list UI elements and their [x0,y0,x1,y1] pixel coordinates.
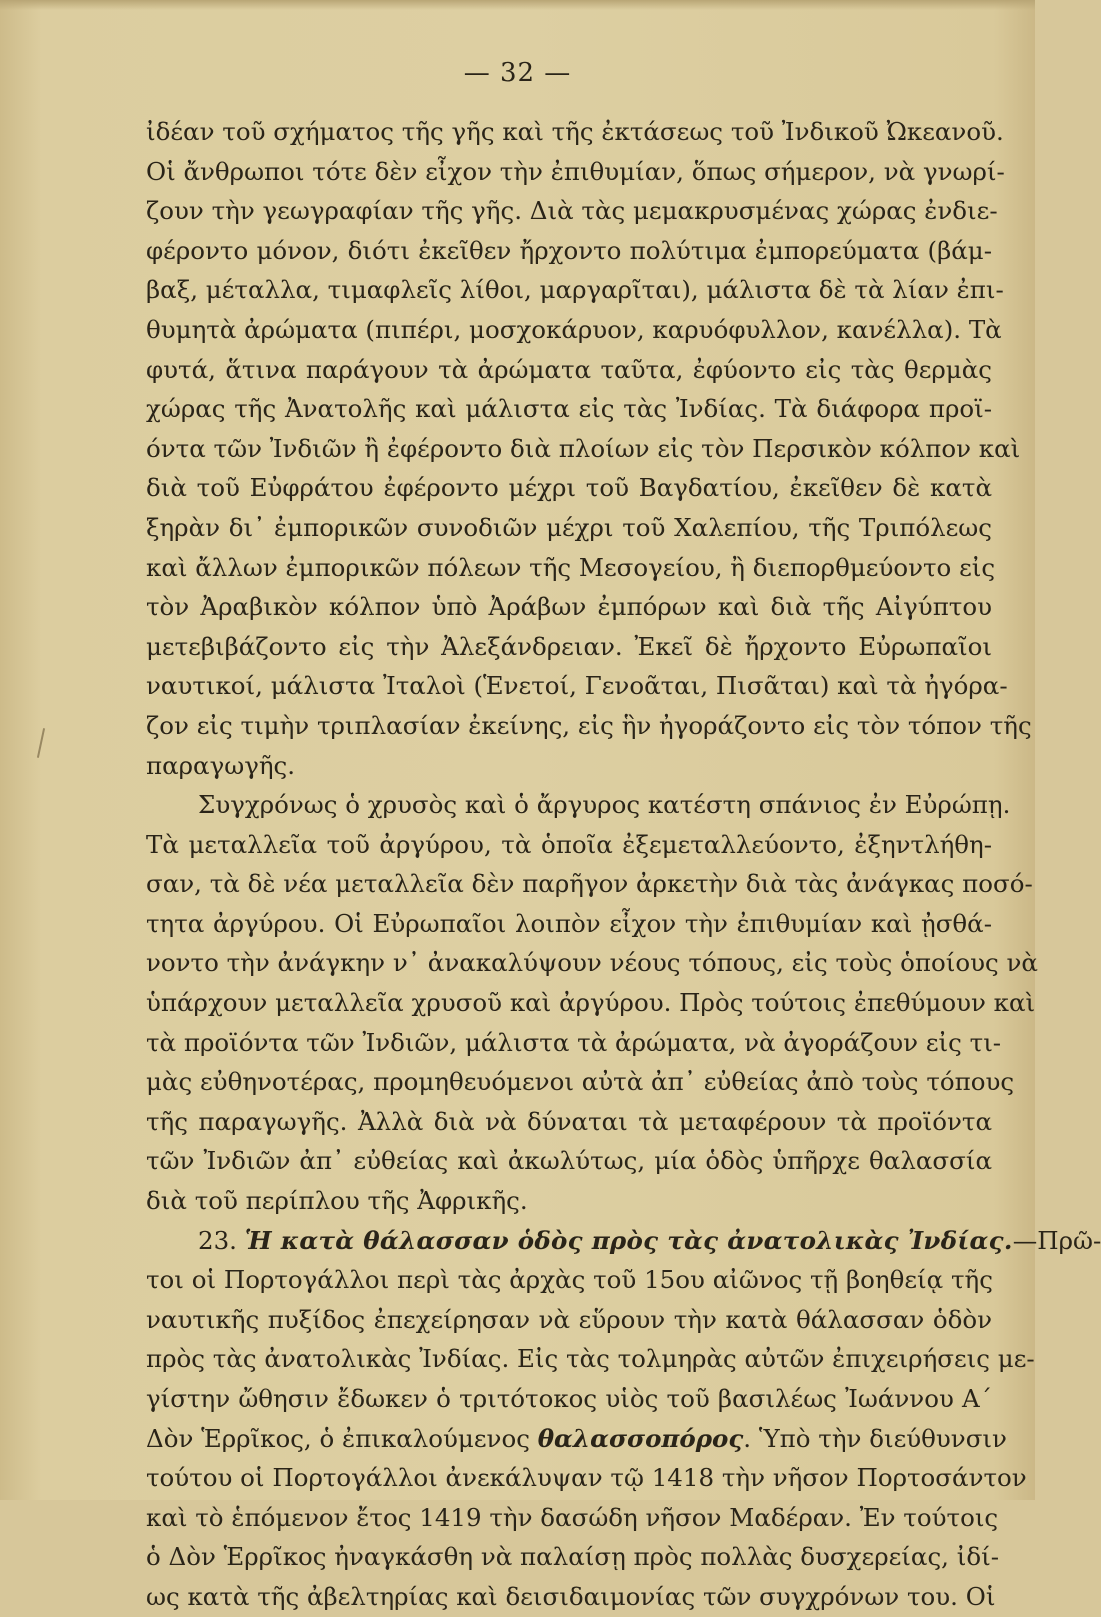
section-number: 23. [198,1225,237,1255]
text-line: νοντο τὴν ἀνάγκην ν᾽ ἀνακαλύψουν νέους τόπους, εἰς τοὺς ὁποίους νὰ [146,948,1038,978]
text-line [146,1419,1007,1459]
text-line: όντα τῶν Ἰνδιῶν ἢ ἐφέροντο διὰ πλοίων εἰς τὸν Περσικὸν κόλπον καὶ [146,433,1021,463]
text-line: ναυτικοί, μάλιστα Ἰταλοὶ (Ἑνετοί, Γενοᾶται, Πισᾶται) καὶ τὰ ἠγόρα- [146,671,1008,701]
text-line: ζον εἰς τιμὴν τριπλασίαν ἐκείνης, εἰς ἣν ἠγοράζοντο εἰς τὸν τόπον τῆς [146,710,1032,740]
text-line: τητα ἀργύρου. Οἱ Εὐρωπαῖοι λοιπὸν εἶχον τὴν ἐπιθυμίαν καὶ ᾐσθά- [146,908,992,938]
text-line: χώρας τῆς Ἀνατολῆς καὶ μάλιστα εἰς τὰς Ἰνδίας. Τὰ διάφορα προϊ- [146,394,992,424]
text-line: καὶ τὸ ἑπόμενον ἔτος 1419 τὴν δασώδη νῆσον Μαδέραν. Ἐν τούτοις [146,1502,999,1532]
text-line: τοι οἱ Πορτογάλλοι περὶ τὰς ἀρχὰς τοῦ 15ου αἰῶνος τῇ βοηθείᾳ τῆς [146,1265,993,1295]
navigator-epithet: θαλασσοπόρος [537,1423,744,1453]
page-edge-shadow [0,0,1035,10]
text-line: γίστην ὤθησιν ἔδωκεν ὁ τριτότοκος υἱὸς τοῦ βασιλέως Ἰωάννου Α΄ [146,1384,992,1413]
text-line: ὁ Δὸν Ἑρρῖκος ἠναγκάσθη νὰ παλαίσῃ πρὸς πολλὰς δυσχερείας, ἰδί- [146,1542,999,1572]
text-line: Συγχρόνως ὁ χρυσὸς καὶ ὁ ἄργυρος κατέστη σπάνιος ἐν Εὐρώπῃ. [198,790,1011,820]
text-line: ἰδέαν τοῦ σχήματος τῆς γῆς καὶ τῆς ἐκτάσεως τοῦ Ἰνδικοῦ Ὠκεανοῦ. [146,117,1004,146]
text-line: τούτου οἱ Πορτογάλλοι ἀνεκάλυψαν τῷ 1418 τὴν νῆσον Πορτοσάντον [146,1463,1027,1493]
text-line: τῶν Ἰνδιῶν ἀπ᾽ εὐθείας καὶ ἀκωλύτως, μία ὁδὸς ὑπῆρχε θαλασσία [146,1146,992,1176]
text-line: Οἱ ἄνθρωποι τότε δὲν εἶχον τὴν ἐπιθυμίαν, ὅπως σήμερον, νὰ γνωρί- [146,156,1005,186]
text-line: πρὸς τὰς ἀνατολικὰς Ἰνδίας. Εἰς τὰς τολμηρὰς αὐτῶν ἐπιχειρήσεις με- [146,1344,1035,1374]
text-line: ὑπάρχουν μεταλλεῖα χρυσοῦ καὶ ἀργύρου. Πρὸς τούτοις ἐπεθύμουν καὶ [146,988,1036,1018]
text-line: παραγωγῆς. [146,750,296,780]
text-line: τῆς παραγωγῆς. Ἀλλὰ διὰ νὰ δύναται τὰ μεταφέρουν τὰ προϊόντα [146,1106,992,1136]
text-line: μετεβιβάζοντο εἰς τὴν Ἀλεξάνδρειαν. Ἐκεῖ δὲ ἤρχοντο Εὐρωπαῖοι [146,631,992,661]
text-line: τὸν Ἀραβικὸν κόλπον ὑπὸ Ἀράβων ἐμπόρων καὶ διὰ τῆς Αἰγύπτου [146,592,992,622]
section-heading: Ἡ κατὰ θάλασσαν ὁδὸς πρὸς τὰς ἀνατολικὰς Ἰνδίας. [244,1225,1013,1255]
page-number: — 32 — [463,58,572,88]
text-line: τὰ προϊόντα τῶν Ἰνδιῶν, μάλιστα τὰ ἀρώματα, νὰ ἀγοράζουν εἰς τι- [146,1027,1002,1057]
section-heading-tail: —Πρῶ- [1012,1225,1101,1255]
text-line: σαν, τὰ δὲ νέα μεταλλεῖα δὲν παρῆγον ἀρκετὴν διὰ τὰς ἀνάγκας ποσό- [146,869,1033,899]
section-heading-line [146,1221,1101,1261]
navigator-line-end: . Ὑπὸ τὴν διεύθυνσιν [743,1423,1007,1453]
text-line: ναυτικῆς πυξίδος ἐπεχείρησαν νὰ εὕρουν τὴν κατὰ θάλασσαν ὁδὸν [146,1304,992,1334]
margin-pencil-mark [37,728,45,758]
text-line: διὰ τοῦ περίπλου τῆς Ἀφρικῆς. [146,1186,528,1216]
navigator-line-start: Δὸν Ἑρρῖκος, ὁ ἐπικαλούμενος [146,1423,530,1453]
body-text [146,112,1101,1617]
text-line: βαξ, μέταλλα, τιμαφλεῖς λίθοι, μαργαρῖται), μάλιστα δὲ τὰ λίαν ἐπι- [146,275,1004,305]
text-line: ξηρὰν δι᾽ ἐμπορικῶν συνοδιῶν μέχρι τοῦ Χαλεπίου, τῆς Τριπόλεως [146,512,992,542]
text-line: φυτά, ἅτινα παράγουν τὰ ἀρώματα ταῦτα, ἐφύοντο εἰς τὰς θερμὰς [146,354,992,384]
text-line: ως κατὰ τῆς ἀβελτηρίας καὶ δεισιδαιμονίας τῶν συγχρόνων του. Οἱ [146,1581,996,1611]
text-line: μὰς εὐθηνοτέρας, προμηθευόμενοι αὐτὰ ἀπ᾽ εὐθείας ἀπὸ τοὺς τόπους [146,1067,1015,1097]
text-line: Τὰ μεταλλεῖα τοῦ ἀργύρου, τὰ ὁποῖα ἐξεμεταλλεύοντο, ἐξηντλήθη- [146,829,992,859]
text-line: φέροντο μόνον, διότι ἐκεῖθεν ἤρχοντο πολύτιμα ἐμπορεύματα (βάμ- [146,235,992,265]
text-line: ζουν τὴν γεωγραφίαν τῆς γῆς. Διὰ τὰς μεμακρυσμένας χώρας ἐνδιε- [146,196,998,226]
text-line: καὶ ἄλλων ἐμπορικῶν πόλεων τῆς Μεσογείου, ἢ διεπορθμεύοντο εἰς [146,552,996,582]
text-line: διὰ τοῦ Εὐφράτου ἐφέροντο μέχρι τοῦ Βαγδατίου, ἐκεῖθεν δὲ κατὰ [146,473,992,503]
text-line: θυμητὰ ἀρώματα (πιπέρι, μοσχοκάρυον, καρυόφυλλον, κανέλλα). Τὰ [146,314,1002,344]
